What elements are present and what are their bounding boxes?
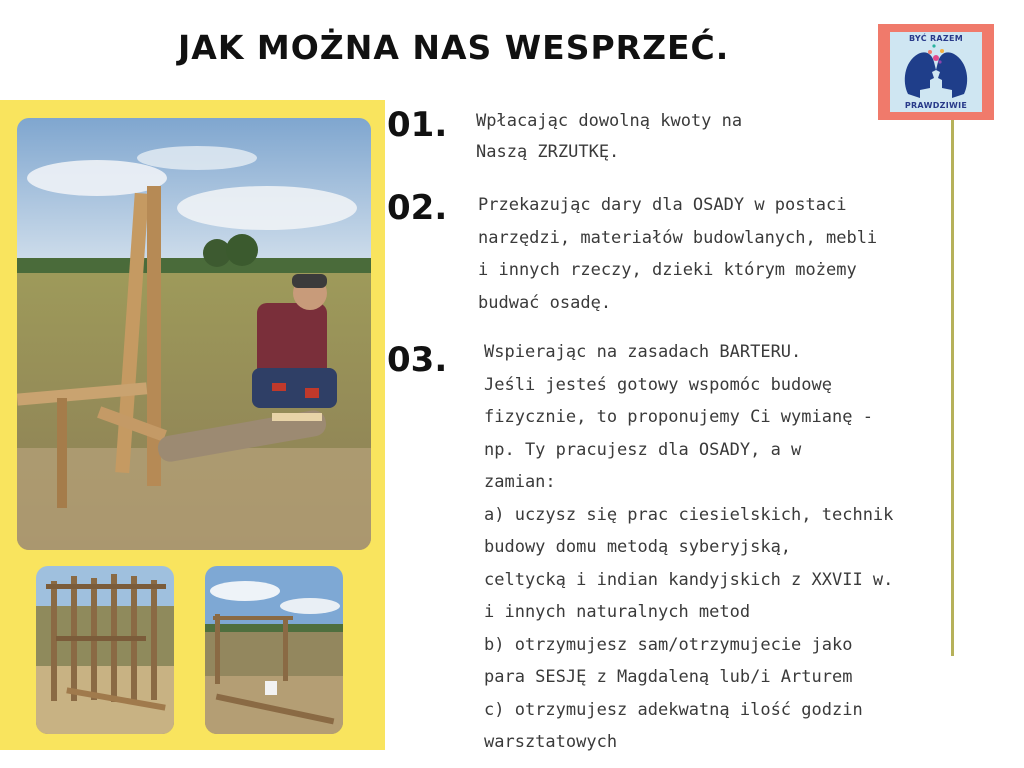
- item-text-3: Wspierając na zasadach BARTERU. Jeśli jesteś gotowy wspomóc budowę fizycznie, to proponujemy Ci wymianę - np. Ty pracujesz dla OSADY, a w zamian: a) uczysz się prac ciesielskich, technik budowy domu metodą syberyjską, celtycką i indian kandyjskich z XXVII w. i innych naturalnych metod b) otrzymujesz sam/otrzymujecie jako para SESJĘ z Magdaleną lub/i Arturem c) otrzymujesz adekwatną ilość godzin warsztatowych: [484, 342, 894, 752]
- item-number-2: 02.: [387, 188, 448, 228]
- item-text-1: Wpłacając dowolną kwoty na Naszą ZRZUTKĘ.: [476, 111, 743, 162]
- page-title: JAK MOŻNA NAS WESPRZEĆ.: [178, 28, 730, 67]
- item-text-2: Przekazując dary dla OSADY w postaci narzędzi, materiałów budowlanych, mebli i innych rzeczy, dzieki którym możemy budwać osadę.: [478, 195, 878, 313]
- main-photo-woodwork: [17, 118, 371, 550]
- logo-byc-razem-prawdziwie: [878, 24, 994, 120]
- logo-text-bottom: PRAWDZIWIE: [904, 101, 968, 110]
- item-number-1: 01.: [387, 105, 448, 145]
- photo-frame-in-field: [205, 566, 343, 734]
- item-number-3: 03.: [387, 340, 448, 380]
- logo-text-top: BYĆ RAZEM: [908, 34, 964, 43]
- two-faces-icon: [890, 32, 982, 112]
- logo-inner: [890, 32, 982, 112]
- photo-wooden-frame-structure: [36, 566, 174, 734]
